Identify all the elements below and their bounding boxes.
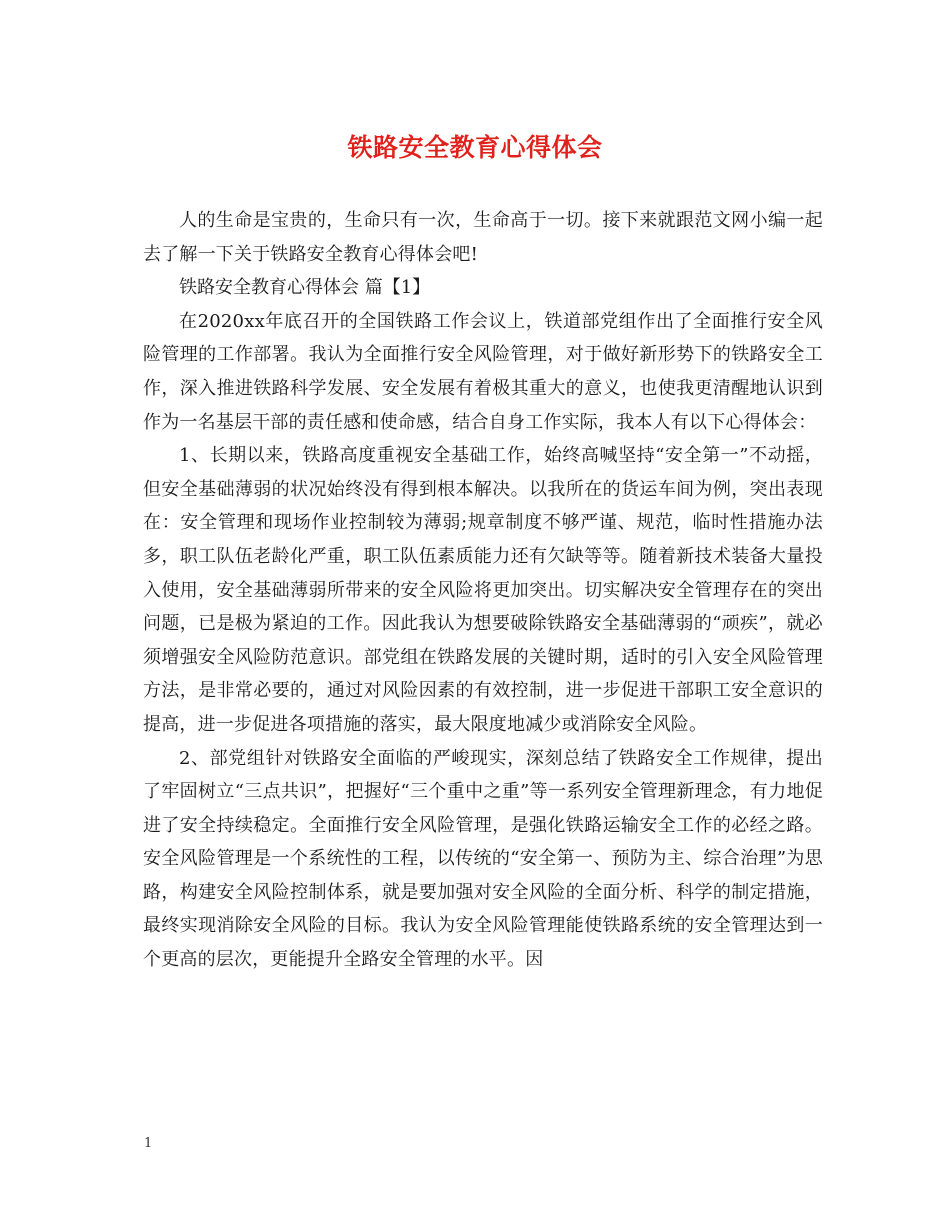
page-number: 1 (144, 1136, 153, 1151)
intro-paragraph: 人的生命是宝贵的，生命只有一次，生命高于一切。接下来就跟范文网小编一起去了解一下关于铁路安全教育心得体会吧! (143, 210, 823, 265)
document-body (143, 204, 823, 977)
body-paragraph-3: 2、部党组针对铁路安全面临的严峻现实，深刻总结了铁路安全工作规律，提出了牢固树立“三点共识”，把握好“三个重中之重”等一系列安全管理新理念，有力地促进了安全持续稳定。全面推行安全风险管理，是强化铁路运输安全工作的必经之路。安全风险管理是一个系统性的工程，以传统的“安全第一、预防为主、综合治理”为思路，构建安全风险控制体系，就是要加强对安全风险的全面分析、科学的制定措施，最终实现消除安全风险的目标。我认为安全风险管理能使铁路系统的安全管理达到一个更高的层次，更能提升全路安全管理的水平。因 (143, 747, 823, 971)
body-paragraph-1: 在2020xx年底召开的全国铁路工作会议上，铁道部党组作出了全面推行安全风险管理的工作部署。我认为全面推行安全风险管理，对于做好新形势下的铁路安全工作，深入推进铁路科学发展、安全发展有着极其重大的意义，也使我更清醒地认识到作为一名基层干部的责任感和使命感，结合自身工作实际，我本人有以下心得体会： (143, 310, 823, 433)
document-title: 铁路安全教育心得体会 (347, 133, 603, 162)
section-heading: 铁路安全教育心得体会 篇【1】 (179, 277, 431, 299)
body-paragraph-2: 1、长期以来，铁路高度重视安全基础工作，始终高喊坚持“安全第一”不动摇，但安全基础薄弱的状况始终没有得到根本解决。以我所在的货运车间为例，突出表现在：安全管理和现场作业控制较为薄弱;规章制度不够严谨、规范，临时性措施办法多，职工队伍老龄化严重，职工队伍素质能力还有欠缺等等。随着新技术装备大量投入使用，安全基础薄弱所带来的安全风险将更加突出。切实解决安全管理存在的突出问题，已是极为紧迫的工作。因此我认为想要破除铁路安全基础薄弱的“顽疾”，就必须增强安全风险防范意识。部党组在铁路发展的关键时期，适时的引入安全风险管理方法，是非常必要的，通过对风险因素的有效控制，进一步促进干部职工安全意识的提高，进一步促进各项措施的落实，最大限度地减少或消除安全风险。 (143, 445, 823, 735)
